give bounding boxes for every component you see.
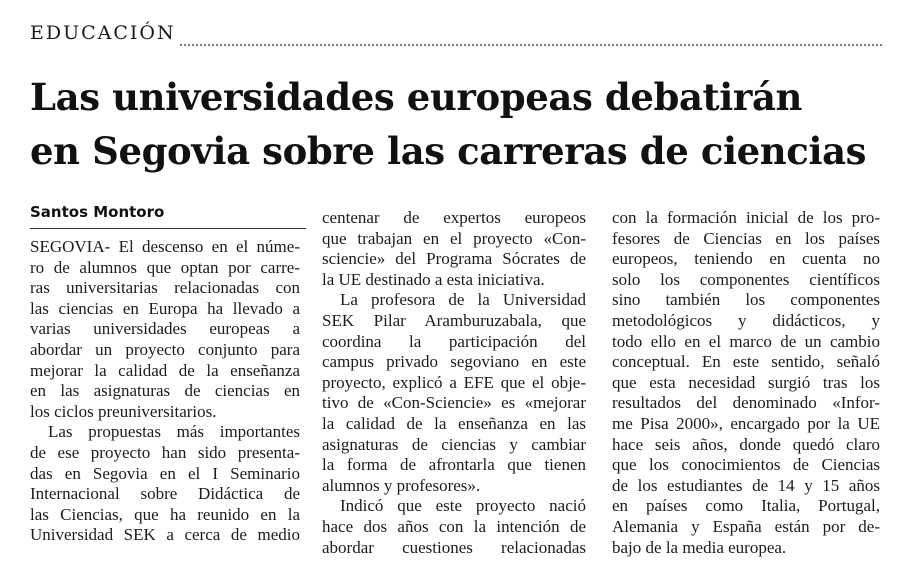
- text-line: varias universidades europeas a: [30, 319, 300, 339]
- text-line: tivo de «Con-Sciencie» es «mejorar: [322, 393, 586, 413]
- text-line: metodológicos y didácticos, y: [612, 310, 880, 330]
- text-line: mejorar la calidad de la enseñanza: [30, 360, 300, 380]
- text-line: en países como Italia, Portugal,: [612, 496, 880, 516]
- text-line: la calidad de la enseñanza en las: [322, 413, 586, 433]
- text-line: que trabajan en el proyecto «Con-: [322, 228, 586, 248]
- text-line: campus privado segoviano en este: [322, 352, 586, 372]
- text-line: todo ello en el marco de un cambio: [612, 331, 880, 351]
- text-line: sciencie» del Programa Sócrates de: [322, 249, 586, 269]
- headline-line-2: en Segovia sobre las carreras de ciencias: [30, 129, 867, 173]
- text-line: la forma de afrontarla que tienen: [322, 455, 586, 475]
- text-line: alumnos y profesores».: [322, 475, 481, 495]
- text-line: Indicó que este proyecto nació: [340, 496, 586, 516]
- text-line: me Pisa 2000», encargado por la UE: [612, 413, 880, 433]
- text-line: La profesora de la Universidad: [340, 290, 586, 310]
- text-line: que esta necesidad surgió tras los: [612, 372, 880, 392]
- text-line: abordar cuestiones relacionadas: [322, 537, 586, 557]
- text-line: las ciencias en Europa ha llevado a: [30, 298, 300, 318]
- byline-author: Santos Montoro: [30, 203, 165, 221]
- text-line: asignaturas de ciencias y cambiar: [322, 434, 586, 454]
- text-line: proyecto, explicó a EFE que el obje-: [322, 372, 586, 392]
- text-line: europeos, teniendo en cuenta no: [612, 249, 880, 269]
- text-line: bajo de la media europea.: [612, 537, 787, 557]
- text-line: das en Segovia en el I Seminario: [30, 463, 300, 483]
- text-line: abordar un proyecto conjunto para: [30, 339, 300, 359]
- section-dotted-rule: [180, 44, 882, 46]
- text-line: Internacional sobre Didáctica de: [30, 484, 300, 504]
- text-line: de los estudiantes de 14 y 15 años: [612, 475, 880, 495]
- text-line: las Ciencias, que ha reunido en la: [30, 504, 300, 524]
- text-line: Las propuestas más importantes: [48, 422, 300, 442]
- text-line: resultados del denominado «Infor-: [612, 393, 880, 413]
- text-line: en las asignaturas de ciencias en: [30, 381, 300, 401]
- text-line: de ese proyecto han sido presenta-: [30, 442, 300, 462]
- section-header: [30, 20, 882, 52]
- article-column-3: [612, 208, 880, 558]
- section-label: EDUCACIÓN: [30, 22, 176, 44]
- text-line: solo los componentes científicos: [612, 269, 880, 289]
- text-line: Alemania y España están por de-: [612, 516, 880, 536]
- text-line: fesores de Ciencias en los países: [612, 228, 880, 248]
- headline-line-1: Las universidades europeas debatirán: [30, 75, 803, 119]
- text-line: hace dos años con la intención de: [322, 516, 586, 536]
- text-line: la UE destinado a esta iniciativa.: [322, 269, 545, 289]
- text-line: hace seis años, donde quedó claro: [612, 434, 880, 454]
- text-line: conceptual. En este sentido, señaló: [612, 352, 880, 372]
- text-line: Universidad SEK a cerca de medio: [30, 525, 300, 545]
- text-line: ro de alumnos que optan por carre-: [30, 257, 300, 277]
- article-column-2: [322, 208, 586, 558]
- text-line: que los conocimientos de Ciencias: [612, 455, 880, 475]
- text-line: ras universitarias relacionadas con: [30, 278, 300, 298]
- text-line: SEGOVIA- El descenso en el núme-: [30, 237, 300, 256]
- headline: [30, 70, 890, 178]
- text-line: SEK Pilar Aramburuzabala, que: [322, 310, 586, 330]
- text-line: centenar de expertos europeos: [322, 208, 586, 227]
- text-line: los ciclos preuniversitarios.: [30, 401, 217, 421]
- text-line: coordina la participación del: [322, 331, 586, 351]
- byline-rule: [30, 228, 306, 229]
- article-column-1: [30, 237, 300, 546]
- text-line: con la formación inicial de los pro-: [612, 208, 880, 227]
- text-line: sino también los componentes: [612, 290, 880, 310]
